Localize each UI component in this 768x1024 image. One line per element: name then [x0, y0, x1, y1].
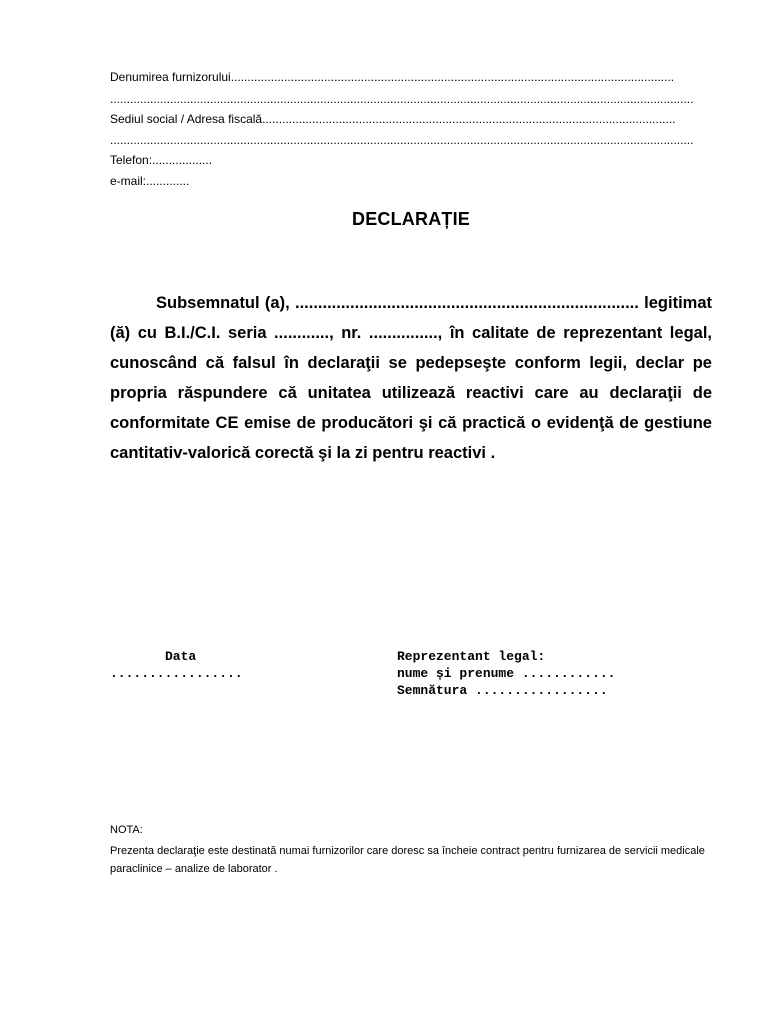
document-title: DECLARAȚIE — [352, 209, 470, 229]
supplier-name-line: Denumirea furnizorului..................................................................................................................................... — [110, 70, 675, 84]
supplier-name-continuation: ............................................................................................................................................................................... — [110, 92, 694, 106]
name-line: nume și prenume ............ — [397, 666, 616, 681]
date-dots: ................. — [110, 666, 243, 681]
registered-office-continuation: ............................................................................................................................................................................... — [110, 133, 694, 147]
email-line: e-mail:............. — [110, 174, 190, 188]
date-label: Data — [165, 649, 197, 664]
note-label: NOTA: — [110, 824, 143, 836]
declaration-paragraph — [110, 288, 712, 468]
signature-line: Semnătura ................. — [397, 683, 608, 698]
phone-line: Telefon:.................. — [110, 153, 213, 167]
note-text: Prezenta declaraţie este destinată numai furnizorilor care doresc sa încheie contract pentru furnizarea de servicii medicale paraclinice – analize de laborator . — [110, 845, 705, 875]
representative-label: Reprezentant legal: — [397, 649, 546, 664]
declaration-text: Subsemnatul (a), ........................................................................... legitimat (ă) cu B.I./C.I. seria ............, nr. ..............., în calitate de reprezentant legal, cunoscând că falsul în declaraţii se pedepseşte conform legii, declar pe propria răspundere că unitatea utilizează reactivi care au declaraţii de conformitate CE emise de producători şi că practică o evidenţă de gestiune cantitativ-valorică corectă şi la zi pentru reactivi . — [110, 294, 712, 462]
registered-office-line: Sediul social / Adresa fiscală............................................................................................................................ — [110, 112, 676, 126]
